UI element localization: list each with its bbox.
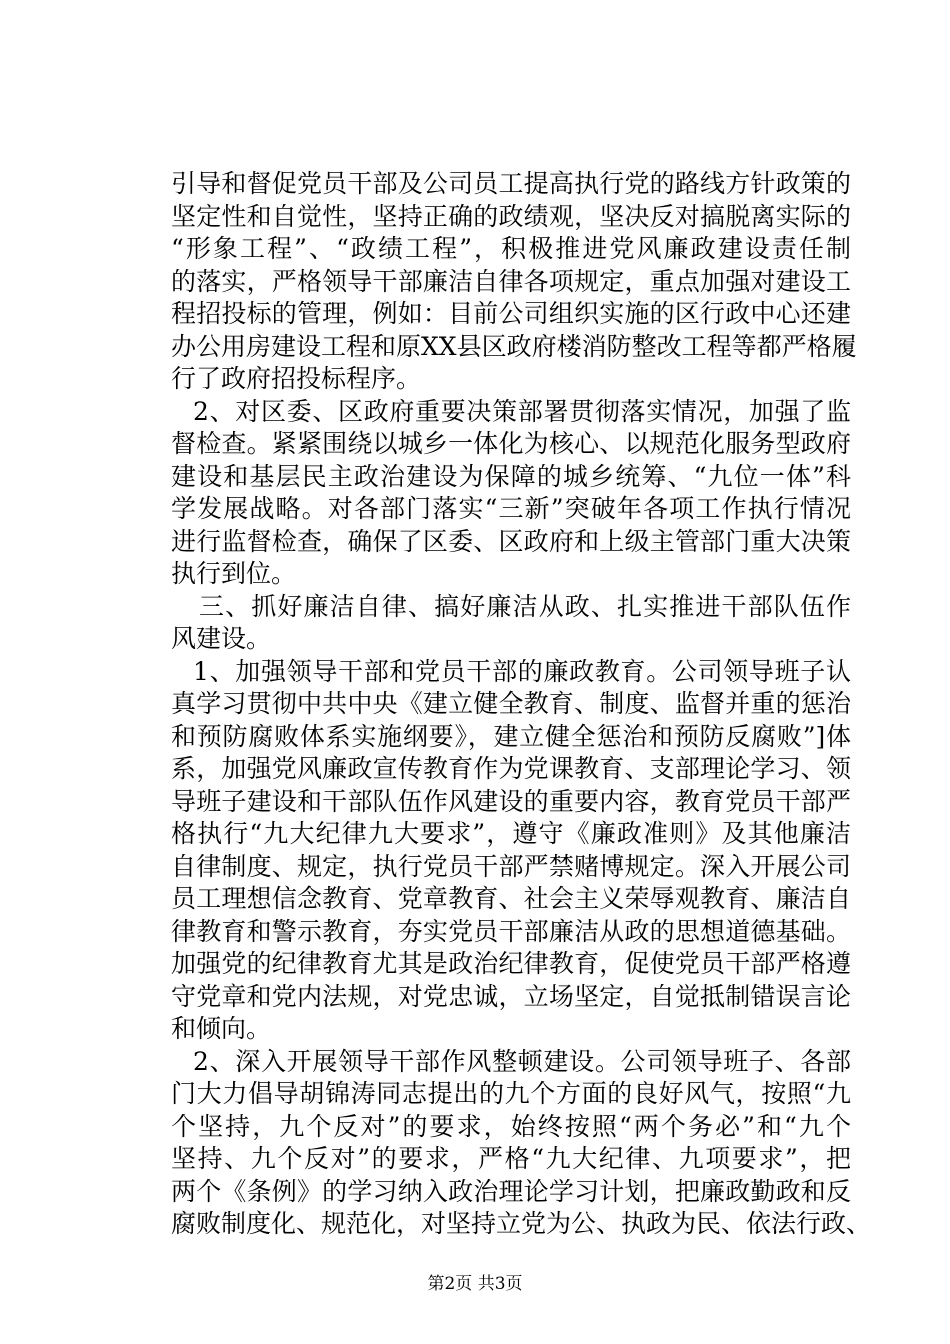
text-line: 门大力倡导胡锦涛同志提出的九个方面的良好风气，按照“九 [171,1079,851,1108]
text-line: 行了政府招投标程序。 [171,364,422,393]
text-line: 引导和督促党员干部及公司员工提高执行党的路线方针政策的 [171,169,851,198]
text-line: 坚定性和自觉性，坚持正确的政绩观，坚决反对搞脱离实际的 [171,201,851,231]
text-line: 三、抓好廉洁自律、搞好廉洁从政、扎实推进干部队伍作 [199,591,851,621]
text-line: 两个《条例》的学习纳入政治理论学习计划，把廉政勤政和反 [171,1176,851,1206]
text-line: 进行监督检查，确保了区委、区政府和上级主管部门重大决策 [171,526,851,556]
text-line: 2、对区委、区政府重要决策部署贯彻落实情况，加强了监 [193,396,851,426]
text-line: 腐败制度化、规范化，对坚持立党为公、执政为民、依法行政、 [171,1209,872,1238]
text-line: “形象工程”、“政绩工程”，积极推进党风廉政建设责任制 [171,234,851,263]
text-line: 和预防腐败体系实施纲要》，建立健全惩治和预防反腐败”]体 [171,721,851,751]
page-footer: 第2页 共3页 [427,1274,523,1294]
text-line: 的落实，严格领导干部廉洁自律各项规定，重点加强对建设工 [171,266,851,296]
text-line: 办公用房建设工程和原XX县区政府楼消防整改工程等都严格履 [171,331,857,361]
text-line: 程招投标的管理，例如：目前公司组织实施的区行政中心还建 [171,299,851,328]
text-line: 员工理想信念教育、党章教育、社会主义荣辱观教育、廉洁自 [171,884,851,913]
text-line: 风建设。 [171,624,272,653]
text-line: 1、加强领导干部和党员干部的廉政教育。公司领导班子认 [193,656,851,686]
text-line: 学发展战略。对各部门落实“三新”突破年各项工作执行情况 [171,494,851,523]
text-line: 守党章和党内法规，对党忠诚，立场坚定，自觉抵制错误言论 [171,981,851,1011]
text-line: 督检查。紧紧围绕以城乡一体化为核心、以规范化服务型政府 [171,429,851,458]
text-line: 导班子建设和干部队伍作风建设的重要内容，教育党员干部严 [171,786,851,816]
text-line: 格执行“九大纪律九大要求”，遵守《廉政准则》及其他廉洁 [171,819,851,848]
text-line: 建设和基层民主政治建设为保障的城乡统筹、“九位一体”科 [171,461,851,491]
text-line: 2、深入开展领导干部作风整顿建设。公司领导班子、各部 [193,1046,851,1076]
text-line: 加强党的纪律教育尤其是政治纪律教育，促使党员干部严格遵 [171,949,851,978]
text-line: 执行到位。 [171,559,297,588]
text-line: 真学习贯彻中共中央《建立健全教育、制度、监督并重的惩治 [171,689,851,718]
text-line: 自律制度、规定，执行党员干部严禁赌博规定。深入开展公司 [171,851,851,881]
text-line: 坚持、九个反对”的要求，严格“九大纪律、九项要求”，把 [171,1144,851,1173]
document-body [171,168,872,1241]
text-line: 律教育和警示教育，夯实党员干部廉洁从政的思想道德基础。 [171,916,851,946]
text-line: 和倾向。 [171,1014,272,1043]
text-line: 个坚持，九个反对”的要求，始终按照“两个务必”和“九个 [171,1111,851,1141]
text-line: 系，加强党风廉政宣传教育作为党课教育、支部理论学习、领 [171,754,851,783]
